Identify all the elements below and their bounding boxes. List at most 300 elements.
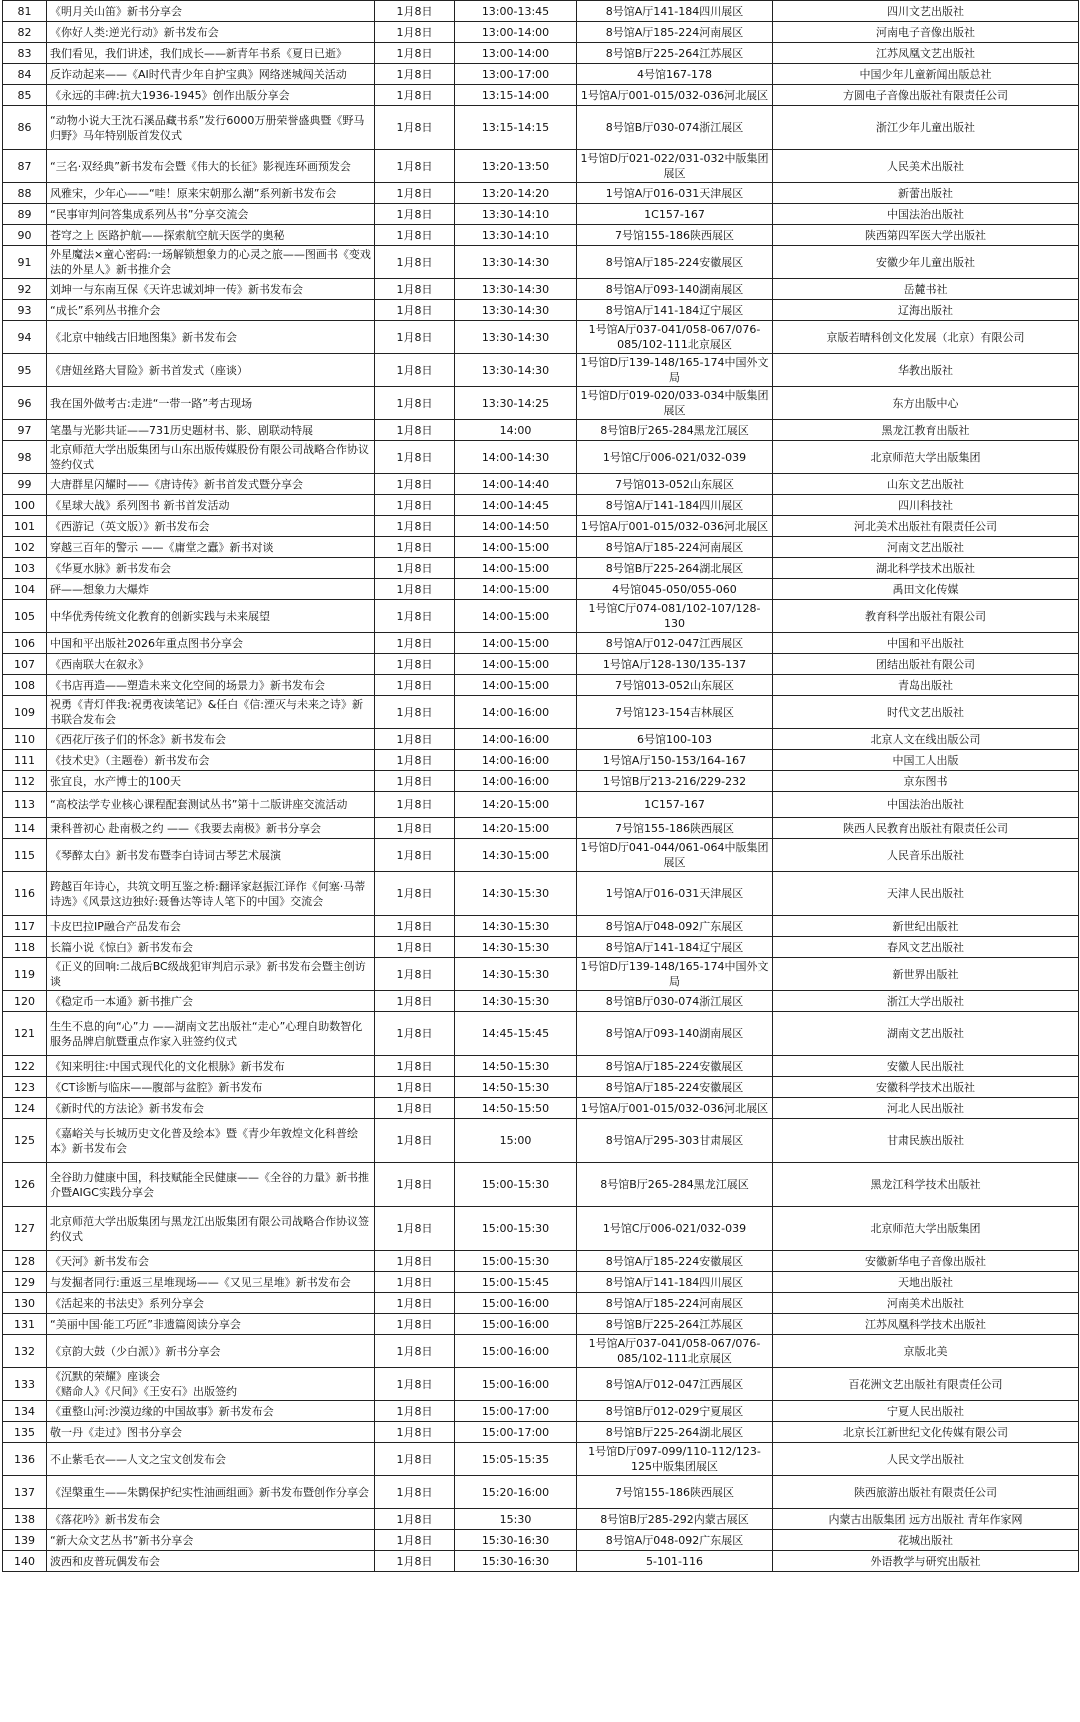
table-row xyxy=(3,246,1079,279)
table-row xyxy=(3,1401,1079,1422)
event-organizer-cell: 方圆电子音像出版社有限责任公司 xyxy=(773,85,1079,106)
row-number-cell: 139 xyxy=(3,1530,47,1551)
event-organizer-cell: 京东图书 xyxy=(773,771,1079,792)
event-organizer-cell: 北京师范大学出版集团 xyxy=(773,1207,1079,1251)
event-date-cell: 1月8日 xyxy=(375,420,455,441)
event-time-cell: 14:20-15:00 xyxy=(455,792,577,818)
row-number-cell: 86 xyxy=(3,106,47,150)
row-number-cell: 138 xyxy=(3,1509,47,1530)
table-row xyxy=(3,1422,1079,1443)
event-time-cell: 14:00-16:00 xyxy=(455,750,577,771)
event-title-cell: 《CT诊断与临床——腹部与盆腔》新书发布 xyxy=(47,1077,375,1098)
row-number-cell: 137 xyxy=(3,1476,47,1509)
table-row xyxy=(3,516,1079,537)
event-date-cell: 1月8日 xyxy=(375,1551,455,1572)
event-venue-cell: 7号馆123-154吉林展区 xyxy=(577,696,773,729)
event-time-cell: 15:00-16:00 xyxy=(455,1293,577,1314)
row-number-cell: 125 xyxy=(3,1119,47,1163)
event-title-cell: 《琴醉太白》新书发布暨李白诗词古琴艺术展演 xyxy=(47,839,375,872)
table-row xyxy=(3,43,1079,64)
row-number-cell: 89 xyxy=(3,204,47,225)
table-row xyxy=(3,1163,1079,1207)
event-date-cell: 1月8日 xyxy=(375,1098,455,1119)
event-time-cell: 14:50-15:30 xyxy=(455,1056,577,1077)
event-venue-cell: 8号馆A厅141-184四川展区 xyxy=(577,1272,773,1293)
event-title-cell: 《新时代的方法论》新书发布会 xyxy=(47,1098,375,1119)
event-organizer-cell: 陕西旅游出版社有限责任公司 xyxy=(773,1476,1079,1509)
row-number-cell: 100 xyxy=(3,495,47,516)
event-title-cell: 《知来明往:中国式现代化的文化根脉》新书发布 xyxy=(47,1056,375,1077)
event-venue-cell: 1号馆D厅139-148/165-174中国外文局 xyxy=(577,958,773,991)
event-venue-cell: 8号馆A厅093-140湖南展区 xyxy=(577,279,773,300)
event-title-cell: 《西游记（英文版）》新书发布会 xyxy=(47,516,375,537)
event-date-cell: 1月8日 xyxy=(375,750,455,771)
event-venue-cell: 8号馆A厅141-184辽宁展区 xyxy=(577,300,773,321)
table-row xyxy=(3,558,1079,579)
event-venue-cell: 1号馆A厅150-153/164-167 xyxy=(577,750,773,771)
event-date-cell: 1月8日 xyxy=(375,1443,455,1476)
row-number-cell: 117 xyxy=(3,916,47,937)
event-venue-cell: 7号馆013-052山东展区 xyxy=(577,675,773,696)
event-time-cell: 14:00-15:00 xyxy=(455,675,577,696)
event-time-cell: 15:00-17:00 xyxy=(455,1422,577,1443)
event-time-cell: 14:30-15:30 xyxy=(455,937,577,958)
event-time-cell: 14:00-15:00 xyxy=(455,558,577,579)
event-date-cell: 1月8日 xyxy=(375,839,455,872)
row-number-cell: 126 xyxy=(3,1163,47,1207)
event-organizer-cell: 甘肃民族出版社 xyxy=(773,1119,1079,1163)
row-number-cell: 132 xyxy=(3,1335,47,1368)
table-row xyxy=(3,150,1079,183)
table-row xyxy=(3,872,1079,916)
event-venue-cell: 7号馆155-186陕西展区 xyxy=(577,1476,773,1509)
event-time-cell: 14:30-15:30 xyxy=(455,916,577,937)
table-row xyxy=(3,106,1079,150)
row-number-cell: 122 xyxy=(3,1056,47,1077)
event-organizer-cell: 中国法治出版社 xyxy=(773,204,1079,225)
table-row xyxy=(3,937,1079,958)
event-time-cell: 15:00 xyxy=(455,1119,577,1163)
table-row xyxy=(3,420,1079,441)
event-title-cell: 生生不息的向“心”力 ——湖南文艺出版社“走心”心理自助数智化服务品牌启航暨重点作家入驻签约仪式 xyxy=(47,1012,375,1056)
event-time-cell: 13:30-14:25 xyxy=(455,387,577,420)
event-venue-cell: 8号馆A厅185-224河南展区 xyxy=(577,22,773,43)
event-venue-cell: 8号馆A厅048-092广东展区 xyxy=(577,1530,773,1551)
row-number-cell: 95 xyxy=(3,354,47,387)
event-organizer-cell: 宁夏人民出版社 xyxy=(773,1401,1079,1422)
event-title-cell: 大唐群星闪耀时——《唐诗传》新书首发式暨分享会 xyxy=(47,474,375,495)
event-title-cell: “新大众文艺丛书”新书分享会 xyxy=(47,1530,375,1551)
event-organizer-cell: 东方出版中心 xyxy=(773,387,1079,420)
row-number-cell: 127 xyxy=(3,1207,47,1251)
event-date-cell: 1月8日 xyxy=(375,1293,455,1314)
row-number-cell: 85 xyxy=(3,85,47,106)
event-time-cell: 15:00-15:30 xyxy=(455,1163,577,1207)
event-date-cell: 1月8日 xyxy=(375,937,455,958)
event-organizer-cell: 湖南文艺出版社 xyxy=(773,1012,1079,1056)
row-number-cell: 97 xyxy=(3,420,47,441)
row-number-cell: 131 xyxy=(3,1314,47,1335)
event-organizer-cell: 天地出版社 xyxy=(773,1272,1079,1293)
row-number-cell: 84 xyxy=(3,64,47,85)
event-title-cell: 《重整山河:沙漠边缘的中国故事》新书发布会 xyxy=(47,1401,375,1422)
table-row xyxy=(3,1530,1079,1551)
event-title-cell: 《你好人类:逆光行动》新书发布会 xyxy=(47,22,375,43)
table-row xyxy=(3,537,1079,558)
event-date-cell: 1月8日 xyxy=(375,279,455,300)
event-title-cell: “民事审判问答集成系列丛书”分享交流会 xyxy=(47,204,375,225)
event-venue-cell: 7号馆013-052山东展区 xyxy=(577,474,773,495)
event-time-cell: 13:30-14:30 xyxy=(455,354,577,387)
event-time-cell: 15:20-16:00 xyxy=(455,1476,577,1509)
row-number-cell: 113 xyxy=(3,792,47,818)
table-row xyxy=(3,321,1079,354)
event-title-cell: 《星球大战》系列图书 新书首发活动 xyxy=(47,495,375,516)
event-date-cell: 1月8日 xyxy=(375,183,455,204)
event-title-cell: 中华优秀传统文化教育的创新实践与未来展望 xyxy=(47,600,375,633)
event-date-cell: 1月8日 xyxy=(375,872,455,916)
event-venue-cell: 1号馆A厅037-041/058-067/076-085/102-111北京展区 xyxy=(577,1335,773,1368)
event-time-cell: 15:30-16:30 xyxy=(455,1551,577,1572)
event-venue-cell: 8号馆A厅185-224安徽展区 xyxy=(577,1251,773,1272)
event-organizer-cell: 新世纪出版社 xyxy=(773,916,1079,937)
event-title-cell: 我们看见，我们讲述，我们成长——新青年书系《夏日已逝》 xyxy=(47,43,375,64)
event-date-cell: 1月8日 xyxy=(375,1368,455,1401)
table-row xyxy=(3,1077,1079,1098)
table-row xyxy=(3,1272,1079,1293)
event-date-cell: 1月8日 xyxy=(375,106,455,150)
event-time-cell: 14:50-15:30 xyxy=(455,1077,577,1098)
event-time-cell: 13:30-14:10 xyxy=(455,204,577,225)
event-time-cell: 13:15-14:00 xyxy=(455,85,577,106)
event-date-cell: 1月8日 xyxy=(375,43,455,64)
event-venue-cell: 7号馆155-186陕西展区 xyxy=(577,818,773,839)
event-date-cell: 1月8日 xyxy=(375,696,455,729)
event-date-cell: 1月8日 xyxy=(375,85,455,106)
row-number-cell: 135 xyxy=(3,1422,47,1443)
event-organizer-cell: 春风文艺出版社 xyxy=(773,937,1079,958)
event-organizer-cell: 岳麓书社 xyxy=(773,279,1079,300)
row-number-cell: 107 xyxy=(3,654,47,675)
event-time-cell: 13:30-14:10 xyxy=(455,225,577,246)
event-title-cell: 《西南联大在叙永》 xyxy=(47,654,375,675)
event-venue-cell: 1号馆A厅001-015/032-036河北展区 xyxy=(577,1098,773,1119)
event-date-cell: 1月8日 xyxy=(375,1077,455,1098)
event-title-cell: 我在国外做考古:走进“一带一路”考古现场 xyxy=(47,387,375,420)
event-date-cell: 1月8日 xyxy=(375,150,455,183)
table-row xyxy=(3,204,1079,225)
row-number-cell: 91 xyxy=(3,246,47,279)
event-time-cell: 14:00-15:00 xyxy=(455,654,577,675)
event-venue-cell: 1号馆A厅128-130/135-137 xyxy=(577,654,773,675)
event-venue-cell: 8号馆B厅225-264江苏展区 xyxy=(577,43,773,64)
event-organizer-cell: 安徽新华电子音像出版社 xyxy=(773,1251,1079,1272)
table-row xyxy=(3,300,1079,321)
event-date-cell: 1月8日 xyxy=(375,792,455,818)
event-title-cell: 中国和平出版社2026年重点图书分享会 xyxy=(47,633,375,654)
event-venue-cell: 1号馆D厅139-148/165-174中国外文局 xyxy=(577,354,773,387)
table-row xyxy=(3,1335,1079,1368)
event-organizer-cell: 安徽科学技术出版社 xyxy=(773,1077,1079,1098)
event-date-cell: 1月8日 xyxy=(375,916,455,937)
event-date-cell: 1月8日 xyxy=(375,1163,455,1207)
table-row xyxy=(3,750,1079,771)
event-title-cell: 张宜良，水产博士的100天 xyxy=(47,771,375,792)
row-number-cell: 99 xyxy=(3,474,47,495)
table-row xyxy=(3,991,1079,1012)
event-date-cell: 1月8日 xyxy=(375,204,455,225)
event-title-cell: 敬一丹《走过》图书分享会 xyxy=(47,1422,375,1443)
row-number-cell: 88 xyxy=(3,183,47,204)
event-time-cell: 14:00-16:00 xyxy=(455,771,577,792)
event-date-cell: 1月8日 xyxy=(375,1119,455,1163)
event-organizer-cell: 中国和平出版社 xyxy=(773,633,1079,654)
event-venue-cell: 8号馆B厅225-264江苏展区 xyxy=(577,1314,773,1335)
row-number-cell: 140 xyxy=(3,1551,47,1572)
event-time-cell: 13:00-14:00 xyxy=(455,43,577,64)
event-venue-cell: 6号馆100-103 xyxy=(577,729,773,750)
event-venue-cell: 1号馆C厅006-021/032-039 xyxy=(577,441,773,474)
event-title-cell: “动物小说大王沈石溪品藏书系”发行6000万册荣誉盛典暨《野马归野》马年特别版首发仪式 xyxy=(47,106,375,150)
event-time-cell: 13:15-14:15 xyxy=(455,106,577,150)
event-date-cell: 1月8日 xyxy=(375,1401,455,1422)
table-row xyxy=(3,696,1079,729)
table-row xyxy=(3,1476,1079,1509)
event-organizer-cell: 四川科技社 xyxy=(773,495,1079,516)
row-number-cell: 114 xyxy=(3,818,47,839)
event-time-cell: 15:00-16:00 xyxy=(455,1335,577,1368)
event-title-cell: 《稳定币一本通》新书推广会 xyxy=(47,991,375,1012)
event-title-cell: 风雅宋，少年心——“哇！原来宋朝那么潮”系列新书发布会 xyxy=(47,183,375,204)
event-date-cell: 1月8日 xyxy=(375,1530,455,1551)
event-title-cell: “高校法学专业核心课程配套测试丛书”第十二版讲座交流活动 xyxy=(47,792,375,818)
event-venue-cell: 8号馆A厅048-092广东展区 xyxy=(577,916,773,937)
event-time-cell: 13:20-14:20 xyxy=(455,183,577,204)
event-time-cell: 14:30-15:30 xyxy=(455,872,577,916)
event-organizer-cell: 人民美术出版社 xyxy=(773,150,1079,183)
event-time-cell: 13:20-13:50 xyxy=(455,150,577,183)
event-title-cell: 砰——想象力大爆炸 xyxy=(47,579,375,600)
row-number-cell: 87 xyxy=(3,150,47,183)
event-organizer-cell: 浙江少年儿童出版社 xyxy=(773,106,1079,150)
event-title-cell: 《华夏水脉》新书发布会 xyxy=(47,558,375,579)
event-date-cell: 1月8日 xyxy=(375,354,455,387)
event-venue-cell: 8号馆A厅185-224河南展区 xyxy=(577,1293,773,1314)
event-time-cell: 15:30-16:30 xyxy=(455,1530,577,1551)
event-venue-cell: 8号馆B厅225-264湖北展区 xyxy=(577,1422,773,1443)
event-organizer-cell: 北京师范大学出版集团 xyxy=(773,441,1079,474)
event-venue-cell: 8号馆A厅012-047江西展区 xyxy=(577,1368,773,1401)
event-date-cell: 1月8日 xyxy=(375,321,455,354)
event-time-cell: 14:00-15:00 xyxy=(455,600,577,633)
table-row xyxy=(3,729,1079,750)
event-venue-cell: 1号馆C厅006-021/032-039 xyxy=(577,1207,773,1251)
event-venue-cell: 1号馆C厅074-081/102-107/128-130 xyxy=(577,600,773,633)
event-organizer-cell: 中国少年儿童新闻出版总社 xyxy=(773,64,1079,85)
event-title-cell: “成长”系列丛书推介会 xyxy=(47,300,375,321)
event-organizer-cell: 人民音乐出版社 xyxy=(773,839,1079,872)
event-date-cell: 1月8日 xyxy=(375,675,455,696)
event-venue-cell: 1号馆A厅016-031天津展区 xyxy=(577,183,773,204)
event-organizer-cell: 湖北科学技术出版社 xyxy=(773,558,1079,579)
event-time-cell: 14:00-16:00 xyxy=(455,729,577,750)
event-title-cell: 《永远的丰碑:抗大1936-1945》创作出版分享会 xyxy=(47,85,375,106)
event-venue-cell: 1号馆A厅016-031天津展区 xyxy=(577,872,773,916)
event-time-cell: 14:00-15:00 xyxy=(455,537,577,558)
event-date-cell: 1月8日 xyxy=(375,633,455,654)
table-row xyxy=(3,1443,1079,1476)
row-number-cell: 124 xyxy=(3,1098,47,1119)
event-venue-cell: 1C157-167 xyxy=(577,792,773,818)
table-row xyxy=(3,474,1079,495)
event-organizer-cell: 浙江大学出版社 xyxy=(773,991,1079,1012)
event-venue-cell: 8号馆A厅185-224河南展区 xyxy=(577,537,773,558)
table-row xyxy=(3,183,1079,204)
event-organizer-cell: 陕西第四军医大学出版社 xyxy=(773,225,1079,246)
event-date-cell: 1月8日 xyxy=(375,495,455,516)
event-title-cell: 与发掘者同行:重返三星堆现场——《又见三星堆》新书发布会 xyxy=(47,1272,375,1293)
event-venue-cell: 8号馆B厅265-284黑龙江展区 xyxy=(577,1163,773,1207)
event-date-cell: 1月8日 xyxy=(375,387,455,420)
event-title-cell: 反诈动起来——《AI时代青少年自护宝典》网络迷城闯关活动 xyxy=(47,64,375,85)
event-time-cell: 14:00-15:00 xyxy=(455,633,577,654)
row-number-cell: 136 xyxy=(3,1443,47,1476)
event-time-cell: 14:20-15:00 xyxy=(455,818,577,839)
event-date-cell: 1月8日 xyxy=(375,1509,455,1530)
event-date-cell: 1月8日 xyxy=(375,1335,455,1368)
event-organizer-cell: 安徽少年儿童出版社 xyxy=(773,246,1079,279)
event-schedule-body xyxy=(3,1,1079,1572)
event-venue-cell: 8号馆B厅265-284黑龙江展区 xyxy=(577,420,773,441)
event-organizer-cell: 黑龙江科学技术出版社 xyxy=(773,1163,1079,1207)
row-number-cell: 130 xyxy=(3,1293,47,1314)
event-date-cell: 1月8日 xyxy=(375,771,455,792)
table-row xyxy=(3,600,1079,633)
event-time-cell: 13:30-14:30 xyxy=(455,321,577,354)
event-time-cell: 14:30-15:00 xyxy=(455,839,577,872)
event-title-cell: 秉科普初心 赴南极之约 ——《我要去南极》新书分享会 xyxy=(47,818,375,839)
event-date-cell: 1月8日 xyxy=(375,1314,455,1335)
event-title-cell: 《天河》新书发布会 xyxy=(47,1251,375,1272)
event-organizer-cell: 花城出版社 xyxy=(773,1530,1079,1551)
event-title-cell: 《正义的回响:二战后BC级战犯审判启示录》新书发布会暨主创访谈 xyxy=(47,958,375,991)
table-row xyxy=(3,64,1079,85)
event-organizer-cell: 江苏凤凰文艺出版社 xyxy=(773,43,1079,64)
event-date-cell: 1月8日 xyxy=(375,818,455,839)
event-date-cell: 1月8日 xyxy=(375,729,455,750)
event-organizer-cell: 河南电子音像出版社 xyxy=(773,22,1079,43)
event-time-cell: 14:45-15:45 xyxy=(455,1012,577,1056)
event-date-cell: 1月8日 xyxy=(375,1056,455,1077)
event-venue-cell: 1C157-167 xyxy=(577,204,773,225)
table-row xyxy=(3,279,1079,300)
row-number-cell: 128 xyxy=(3,1251,47,1272)
row-number-cell: 106 xyxy=(3,633,47,654)
event-date-cell: 1月8日 xyxy=(375,1476,455,1509)
event-date-cell: 1月8日 xyxy=(375,516,455,537)
row-number-cell: 115 xyxy=(3,839,47,872)
event-organizer-cell: 京版若晴科创文化发展（北京）有限公司 xyxy=(773,321,1079,354)
event-title-cell: 《北京中轴线古旧地图集》新书发布会 xyxy=(47,321,375,354)
event-organizer-cell: 京版北美 xyxy=(773,1335,1079,1368)
row-number-cell: 121 xyxy=(3,1012,47,1056)
table-row xyxy=(3,1314,1079,1335)
event-title-cell: 祝勇《青灯伴我:祝勇夜读笔记》&任白《信:湮灭与未来之诗》新书联合发布会 xyxy=(47,696,375,729)
event-title-cell: 卡皮巴拉IP融合产品发布会 xyxy=(47,916,375,937)
table-row xyxy=(3,225,1079,246)
row-number-cell: 123 xyxy=(3,1077,47,1098)
event-organizer-cell: 江苏凤凰科学技术出版社 xyxy=(773,1314,1079,1335)
event-venue-cell: 1号馆A厅001-015/032-036河北展区 xyxy=(577,85,773,106)
row-number-cell: 118 xyxy=(3,937,47,958)
table-row xyxy=(3,85,1079,106)
event-title-cell: 北京师范大学出版集团与黑龙江出版集团有限公司战略合作协议签约仪式 xyxy=(47,1207,375,1251)
table-row xyxy=(3,1012,1079,1056)
event-title-cell: 不止紫毛衣——人文之宝文创发布会 xyxy=(47,1443,375,1476)
event-title-cell: 《落花吟》新书发布会 xyxy=(47,1509,375,1530)
table-row xyxy=(3,958,1079,991)
row-number-cell: 93 xyxy=(3,300,47,321)
event-date-cell: 1月8日 xyxy=(375,1012,455,1056)
event-time-cell: 14:00-15:00 xyxy=(455,579,577,600)
event-title-cell: 北京师范大学出版集团与山东出版传媒股份有限公司战略合作协议签约仪式 xyxy=(47,441,375,474)
event-time-cell: 15:00-15:45 xyxy=(455,1272,577,1293)
row-number-cell: 110 xyxy=(3,729,47,750)
row-number-cell: 104 xyxy=(3,579,47,600)
event-venue-cell: 8号馆B厅225-264湖北展区 xyxy=(577,558,773,579)
event-organizer-cell: 四川文艺出版社 xyxy=(773,1,1079,22)
event-title-cell: 长篇小说《惊白》新书发布会 xyxy=(47,937,375,958)
event-organizer-cell: 外语教学与研究出版社 xyxy=(773,1551,1079,1572)
event-organizer-cell: 中国法治出版社 xyxy=(773,792,1079,818)
event-organizer-cell: 新蕾出版社 xyxy=(773,183,1079,204)
row-number-cell: 133 xyxy=(3,1368,47,1401)
table-row xyxy=(3,354,1079,387)
event-venue-cell: 4号馆045-050/055-060 xyxy=(577,579,773,600)
table-row xyxy=(3,1119,1079,1163)
event-date-cell: 1月8日 xyxy=(375,991,455,1012)
event-organizer-cell: 中国工人出版 xyxy=(773,750,1079,771)
event-venue-cell: 1号馆D厅021-022/031-032中版集团展区 xyxy=(577,150,773,183)
event-date-cell: 1月8日 xyxy=(375,225,455,246)
event-date-cell: 1月8日 xyxy=(375,600,455,633)
row-number-cell: 83 xyxy=(3,43,47,64)
event-title-cell: 《京韵大鼓（少白派）》新书分享会 xyxy=(47,1335,375,1368)
event-venue-cell: 1号馆D厅041-044/061-064中版集团展区 xyxy=(577,839,773,872)
table-row xyxy=(3,1509,1079,1530)
event-title-cell: 《唐妞丝路大冒险》新书首发式（座谈） xyxy=(47,354,375,387)
event-venue-cell: 1号馆A厅037-041/058-067/076-085/102-111北京展区 xyxy=(577,321,773,354)
event-venue-cell: 8号馆A厅185-224安徽展区 xyxy=(577,1077,773,1098)
table-row xyxy=(3,818,1079,839)
event-organizer-cell: 新世界出版社 xyxy=(773,958,1079,991)
event-time-cell: 14:00-14:45 xyxy=(455,495,577,516)
row-number-cell: 112 xyxy=(3,771,47,792)
row-number-cell: 134 xyxy=(3,1401,47,1422)
event-title-cell: 刘坤一与东南互保《天许忠诚刘坤一传》新书发布会 xyxy=(47,279,375,300)
event-time-cell: 14:00-16:00 xyxy=(455,696,577,729)
event-organizer-cell: 禹田文化传媒 xyxy=(773,579,1079,600)
event-time-cell: 14:00-14:40 xyxy=(455,474,577,495)
event-title-cell: 《沉默的荣耀》座谈会 《赌命人》《尺间》《王安石》出版签约 xyxy=(47,1368,375,1401)
event-title-cell: 跨越百年诗心，共筑文明互鉴之桥:翻译家赵振江译作《何塞·马蒂诗选》《风景这边独好:聂鲁达等诗人笔下的中国》交流会 xyxy=(47,872,375,916)
row-number-cell: 101 xyxy=(3,516,47,537)
event-time-cell: 13:30-14:30 xyxy=(455,246,577,279)
row-number-cell: 82 xyxy=(3,22,47,43)
event-organizer-cell: 河南文艺出版社 xyxy=(773,537,1079,558)
event-time-cell: 14:50-15:50 xyxy=(455,1098,577,1119)
event-organizer-cell: 内蒙古出版集团 远方出版社 青年作家网 xyxy=(773,1509,1079,1530)
